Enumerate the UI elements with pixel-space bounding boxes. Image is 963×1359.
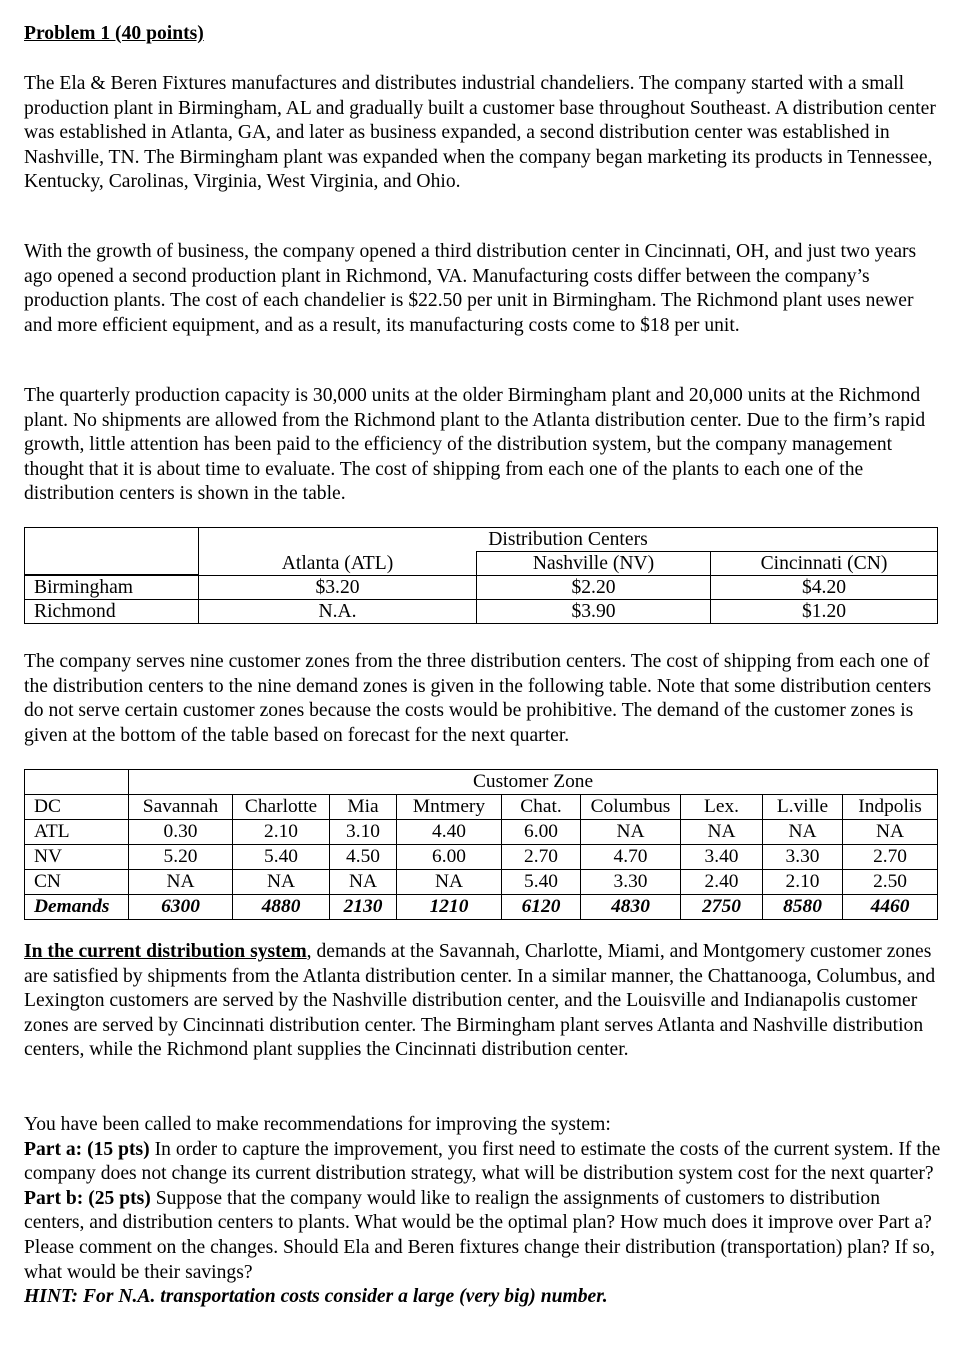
table-cell: 4.70 xyxy=(581,845,681,870)
demand-cell: 4830 xyxy=(581,895,681,920)
demand-cell: 6120 xyxy=(502,895,581,920)
table-cell: $4.20 xyxy=(711,576,938,600)
dc-header: DC xyxy=(25,795,129,820)
part-a-text: In order to capture the improvement, you first need to estimate the costs of the current system. If the company does not change its current distribution strategy, what will be distribution system cost for the next quarter? xyxy=(24,1138,941,1185)
table-cell: NA xyxy=(581,820,681,845)
customer-zone-header: Customer Zone xyxy=(129,770,938,795)
table-cell: 2.70 xyxy=(843,845,938,870)
demand-cell: 2130 xyxy=(330,895,397,920)
column-header: Chat. xyxy=(502,795,581,820)
table-cell: NA xyxy=(330,870,397,895)
column-header: Mia xyxy=(330,795,397,820)
table-cell: 3.30 xyxy=(581,870,681,895)
column-label: Cincinnati (CN) xyxy=(760,553,888,574)
table-cell: 3.10 xyxy=(330,820,397,845)
table-cell: NA xyxy=(397,870,502,895)
column-header: Lex. xyxy=(681,795,763,820)
row-label: NV xyxy=(25,845,129,870)
table-cell: 2.10 xyxy=(763,870,843,895)
table-cell: 4.40 xyxy=(397,820,502,845)
row-label: Richmond xyxy=(25,600,199,624)
table-row xyxy=(25,820,938,845)
table-cell: 5.40 xyxy=(502,870,581,895)
table-cell: NA xyxy=(681,820,763,845)
paragraph-recommendations xyxy=(24,1113,944,1310)
table-cell: 0.30 xyxy=(129,820,233,845)
table-cell: 2.40 xyxy=(681,870,763,895)
demand-cell: 8580 xyxy=(763,895,843,920)
column-header: Savannah xyxy=(129,795,233,820)
table-row xyxy=(25,770,938,795)
demand-row xyxy=(25,895,938,920)
row-label: Demands xyxy=(25,895,129,920)
table-cell: 3.30 xyxy=(763,845,843,870)
distribution-centers-header: Distribution Centers xyxy=(199,528,938,552)
table-row xyxy=(25,795,938,820)
part-b-text: Suppose that the company would like to realign the assignments of customers to distribution centers, and distribution centers to plants. What would be the optimal plan? How much does it improve over Part a? Please comment on the changes. Should Ela and Beren fixtures change their distribution (transportation) plan? If so, what would be their savings? xyxy=(24,1187,935,1283)
table-cell: $3.90 xyxy=(477,600,711,624)
table-cell: $3.20 xyxy=(199,576,477,600)
table-row xyxy=(25,528,938,552)
table-cell: 2.50 xyxy=(843,870,938,895)
column-header-cincinnati xyxy=(711,552,938,576)
table-cell: 3.40 xyxy=(681,845,763,870)
table-row xyxy=(25,576,938,600)
problem-title: Problem 1 (40 points) xyxy=(24,23,204,44)
blank-cell xyxy=(25,552,199,575)
paragraph-capacity: The quarterly production capacity is 30,000 units at the older Birmingham plant and 20,000 units at the Richmond plant. No shipments are allowed from the Richmond plant to the Atlanta distribution center. Due to the firm’s rapid growth, little attention has been paid to the efficiency of the distribution system, but the company management thought that it is about time to evaluate. The cost of shipping from each one of the plants to each one of the distribution centers is shown in the table. xyxy=(24,385,926,505)
paragraph-growth: With the growth of business, the company opened a third distribution center in Cincinnati, OH, and just two years ago opened a second production plant in Richmond, VA. Manufacturing costs differ between the company’s production plants. The cost of each chandelier is $22.50 per unit in Birmingham. The Richmond plant uses newer and more efficient equipment, and as a result, its manufacturing costs come to $18 per unit. xyxy=(24,241,917,336)
current-system-lead: In the current distribution system xyxy=(24,941,307,962)
row-label: CN xyxy=(25,870,129,895)
paragraph-current-system xyxy=(24,940,944,1063)
table-cell: $2.20 xyxy=(477,576,711,600)
part-a-label: Part a: (15 pts) xyxy=(24,1138,150,1160)
table-cell: 6.00 xyxy=(502,820,581,845)
paragraph-intro: The Ela & Beren Fixtures manufactures and distributes industrial chandeliers. The company started with a small production plant in Birmingham, AL and gradually built a customer base throughout Southeast. A distribution center was established in Atlanta, GA, and later as business expanded, a second distribution center was established in Nashville, TN. The Birmingham plant was expanded when the company began marketing its products in Tennessee, Kentucky, Carolinas, Virginia, West Virginia, and Ohio. xyxy=(24,73,936,193)
column-header: Charlotte xyxy=(233,795,330,820)
column-header-atlanta xyxy=(199,552,477,576)
table-cell: 2.10 xyxy=(233,820,330,845)
table-row xyxy=(25,845,938,870)
row-label: ATL xyxy=(25,820,129,845)
table-cell: 6.00 xyxy=(397,845,502,870)
column-header: Mntmery xyxy=(397,795,502,820)
recommendations-intro: You have been called to make recommendations for improving the system: xyxy=(24,1114,611,1135)
dc-to-zone-cost-table xyxy=(24,769,938,920)
column-header: Columbus xyxy=(581,795,681,820)
table-corner-cell xyxy=(25,528,199,552)
paragraph-customer-zones: The company serves nine customer zones from the three distribution centers. The cost of shipping from each one of the distribution centers to the nine demand zones is given in the following table. Note that some distribution centers do not serve certain customer zones because the costs would be prohibitive. The demand of the customer zones is given at the bottom of the table based on forecast for the next quarter. xyxy=(24,651,932,746)
table-cell: NA xyxy=(763,820,843,845)
demand-cell: 6300 xyxy=(129,895,233,920)
plant-to-dc-cost-table xyxy=(24,527,938,624)
table-cell: 5.40 xyxy=(233,845,330,870)
table-row xyxy=(25,870,938,895)
table-row xyxy=(25,600,938,624)
row-label: Birmingham xyxy=(25,576,199,600)
table-cell: NA xyxy=(129,870,233,895)
table-cell: 5.20 xyxy=(129,845,233,870)
demand-cell: 2750 xyxy=(681,895,763,920)
column-label: Atlanta (ATL) xyxy=(281,552,394,574)
demand-cell: 4880 xyxy=(233,895,330,920)
demand-cell: 1210 xyxy=(397,895,502,920)
column-header: Indpolis xyxy=(843,795,938,820)
part-b-label: Part b: (25 pts) xyxy=(24,1187,151,1209)
table-cell: NA xyxy=(843,820,938,845)
hint-text: HINT: For N.A. transportation costs consider a large (very big) number. xyxy=(24,1286,608,1308)
column-header-nashville xyxy=(477,552,711,576)
table-row xyxy=(25,552,938,575)
table-cell: N.A. xyxy=(199,600,477,624)
table-corner-cell xyxy=(25,770,129,795)
current-system-text: , demands at the Savannah, Charlotte, Miami, and Montgomery customer zones are satisfied by shipments from the Atlanta distribution center. In a similar manner, the Chattanooga, Columbus, and Lexington customers are served by the Nashville distribution center, and the Louisville and Indianapolis customer zones are served by Cincinnati distribution center. The Birmingham plant serves Atlanta and Nashville distribution centers, while the Richmond plant supplies the Cincinnati distribution center. xyxy=(24,941,936,1061)
column-label: Nashville (NV) xyxy=(532,553,655,574)
table-cell: NA xyxy=(233,870,330,895)
table-cell: 2.70 xyxy=(502,845,581,870)
demand-cell: 4460 xyxy=(843,895,938,920)
table-cell: 4.50 xyxy=(330,845,397,870)
table-cell: $1.20 xyxy=(711,600,938,624)
column-header: L.ville xyxy=(763,795,843,820)
